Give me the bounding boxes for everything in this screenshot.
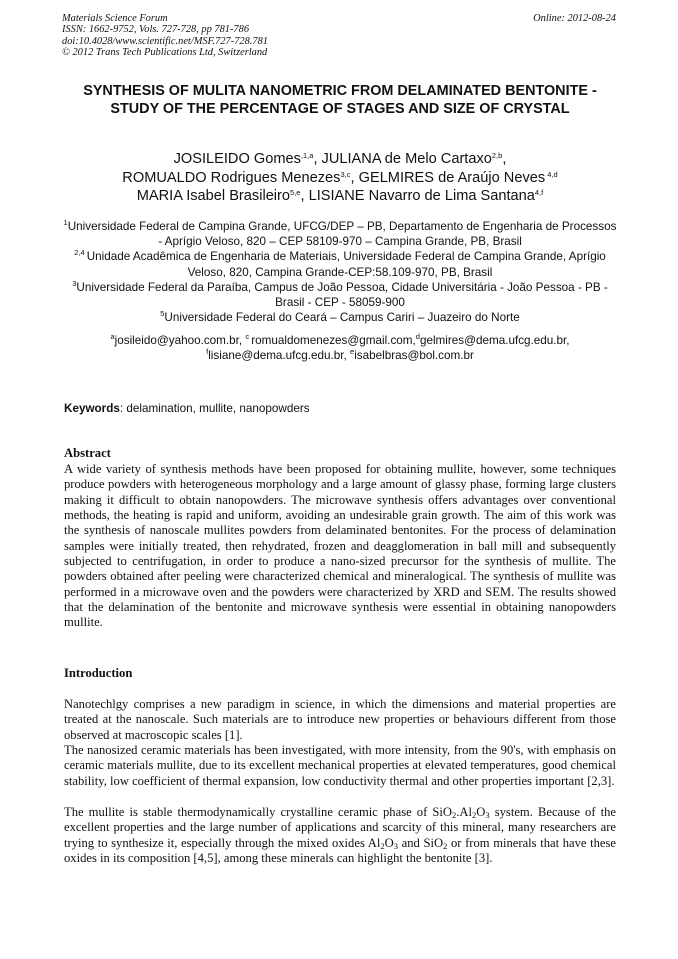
introduction-paragraph (64, 805, 616, 866)
email-sup: d (415, 332, 420, 341)
author-name: JULIANA de Melo Cartaxo (321, 151, 492, 167)
affiliation-sup: 2,4 (74, 248, 87, 258)
text-run: O (384, 835, 394, 850)
journal-name: Materials Science Forum (62, 13, 168, 24)
author-name: GELMIRES de Araújo Neves (358, 169, 546, 186)
subscript: 2 (452, 810, 457, 820)
introduction-paragraph: Nanotechlgy comprises a new paradigm in science, in which the dimensions and material properties are treated at the nanoscale. Such materials are to introduce new properties or behaviours different from those observed at macroscopic scales [1]. (64, 697, 616, 742)
text-run: .Al (456, 805, 472, 819)
journal-issn: ISSN: 1662-9752, Vols. 727-728, pp 781-786 (62, 24, 250, 36)
text-run: system. Because of the excellent properties and the large number of applications and scarcity of this mineral, many researchers are trying to synthesize it, especially through the mixed oxides Al (64, 805, 617, 850)
abstract-text: A wide variety of synthesis methods have been proposed for obtaining mullite, however, some techniques produce powders with heterogeneous morphology and a large amount of glassy phase, forming large clusters making it difficult to obtain nanopowders. The microwave synthesis offers advantages over conventional methods, the heating is rapid and uniform, avoiding an undesirable grain growth. The aim of this work was the synthesis of nanoscale mullites powders from delaminated bentonites. For the process of delamination samples were initially treated, then rehydrated, frozen and deagglomeration in ball mill and subsequently subjected to centrifugation, in order to produce a nano-sized precursor for the synthesis of mullite. The powders obtained after peeling were characterized chemical and mineralogical. The synthesis of mullite was performed in a microwave oven and the powders were characterized by XRD and SEM. The results showed that the delamination of the bentonite and microwave synthesis were essential in obtaining nanopowders mullite. (64, 462, 616, 630)
author-name: LISIANE Navarro de Lima Santana (308, 188, 535, 204)
subscript: 2 (443, 840, 448, 851)
subscript: 2 (380, 840, 385, 851)
author-sep: , (350, 169, 359, 186)
affiliation-text: Unidade Acadêmica de Engenharia de Materiais, Universidade Federal de Campina Grande, Aprígio Veloso, 820, Campina Grande-CEP:58.109-970, PB, Brasil (86, 250, 606, 279)
keywords-label: Keywords (64, 402, 120, 415)
abstract-heading: Abstract (64, 446, 111, 460)
affiliation-sup: 5 (160, 309, 165, 319)
keywords-text: : delamination, mullite, nanopowders (119, 402, 310, 415)
author-sup: 3,c (340, 169, 351, 179)
affiliation-sup: 1 (63, 218, 68, 227)
email-link[interactable]: josileido@yahoo.com.br, (114, 334, 246, 347)
email-sup: a (110, 332, 115, 341)
affiliation (60, 249, 620, 279)
author-sup: 4,d (545, 169, 558, 179)
subscript: 2 (472, 810, 477, 820)
introduction-paragraph: The nanosized ceramic materials has been investigated, with more intensity, from the 90's, with emphasis on ceramic materials mullite, due to its excellent mechanical properties at elevated temperatures, good chemical stability, low coefficient of thermal expansion, low conductivity thermal and other properties important [2,3]. (64, 743, 616, 788)
text-run: or from minerals that have these oxides in its composition [4,5], among these minerals can highlight the bentonite [3]. (64, 835, 617, 866)
author-sup: 4,f (534, 188, 544, 197)
email-link[interactable]: gelmires@dema.ufcg.edu.br, (419, 334, 570, 347)
author-name: JOSILEIDO Gomes (173, 151, 301, 167)
subscript: 3 (393, 840, 398, 851)
affiliation-sup: 3 (72, 278, 77, 288)
author-sep: , (300, 188, 309, 204)
author-sep: , (313, 151, 322, 167)
affiliation-text: Universidade Federal da Paraíba, Campus de João Pessoa, Cidade Universitária - João Pessoa - PB - Brasil - CEP - 58059-900 (76, 280, 608, 310)
journal-copyright: © 2012 Trans Tech Publications Ltd, Switzerland (62, 47, 268, 59)
email-sup: c (245, 332, 252, 341)
subscript: 3 (485, 810, 490, 820)
email-link[interactable]: lisiane@dema.ufcg.edu.br, (208, 349, 351, 363)
text-run: O (476, 805, 486, 819)
affiliation (60, 280, 620, 310)
author-list (60, 150, 620, 206)
affiliation (60, 310, 620, 325)
affiliation-text: Universidade Federal do Ceará – Campus Cariri – Juazeiro do Norte (164, 311, 520, 325)
author-sup: 2,b (491, 151, 503, 160)
introduction-heading: Introduction (64, 666, 133, 680)
affiliation (60, 219, 620, 249)
affiliation-list (60, 219, 620, 325)
email-list (60, 333, 620, 363)
email-sup: f (206, 347, 209, 357)
author-sep: , (502, 151, 507, 167)
journal-doi: doi:10.4028/www.scientific.net/MSF.727-728.781 (62, 35, 268, 47)
journal-header (62, 13, 616, 59)
email-sup: e (350, 347, 355, 357)
author-name: MARIA Isabel Brasileiro (136, 188, 291, 204)
paper-title: SYNTHESIS OF MULITA NANOMETRIC FROM DELAMINATED BENTONITE -STUDY OF THE PERCENTAGE OF STAGES AND SIZE OF CRYSTAL (83, 83, 597, 117)
online-date: Online: 2012-08-24 (533, 13, 616, 24)
email-link[interactable]: isabelbras@bol.com.br (354, 349, 474, 363)
email-link[interactable]: romualdomenezes@gmail.com, (251, 334, 416, 347)
author-sup: 5,e (290, 188, 301, 197)
author-name: ROMUALDO Rodrigues Menezes (122, 169, 341, 186)
keywords (64, 402, 616, 416)
affiliation-text: Universidade Federal de Campina Grande, UFCG/DEP – PB, Departamento de Engenharia de Processos - Aprígio Veloso, 820 – CEP 58109-970 – Campina Grande, PB, Brasil (67, 220, 617, 249)
text-run: The mullite is stable thermodynamically crystalline ceramic phase of SiO (64, 805, 452, 819)
author-sup: ,1,a (300, 151, 314, 160)
text-run: and SiO (398, 835, 444, 850)
